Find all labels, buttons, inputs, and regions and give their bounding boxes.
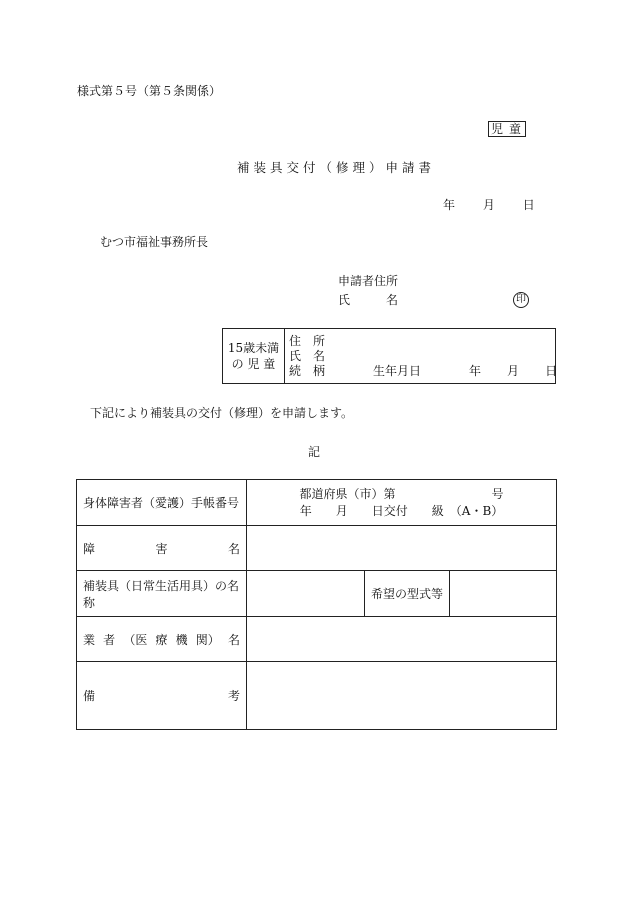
label-char: 療	[155, 632, 168, 647]
ki-heading: 記	[308, 445, 321, 459]
vendor-field[interactable]	[247, 617, 557, 662]
child-label-line1: 15歳未満	[227, 341, 280, 355]
label-char: 機	[175, 632, 188, 647]
label-char: 業	[83, 632, 96, 647]
category-box: 児童	[488, 121, 526, 137]
desired-model-label: 希望の型式等	[365, 571, 450, 617]
handbook-go: 号	[491, 486, 504, 501]
label-char: 名	[227, 632, 240, 647]
handbook-year: 年	[299, 503, 312, 518]
table-row	[77, 480, 557, 526]
child-birth-label: 生年月日	[373, 364, 422, 378]
disability-name-field[interactable]	[247, 526, 557, 571]
disability-name-label	[77, 526, 247, 571]
label-char: （医	[123, 632, 148, 647]
table-row	[77, 571, 557, 617]
child-birth-day: 日	[545, 364, 558, 378]
details-table	[76, 479, 557, 730]
vendor-label	[77, 617, 247, 662]
date-day: 日	[522, 198, 535, 212]
label-char: 害	[155, 541, 168, 556]
child-relation-row	[289, 364, 557, 379]
handbook-prefecture: 都道府県（市）第	[299, 486, 396, 501]
handbook-grade: 級	[431, 503, 444, 518]
remarks-label	[77, 662, 247, 730]
form-title: 補装具交付（修理）申請書	[237, 160, 436, 175]
child-label-line2: の 児 童	[231, 357, 276, 371]
addressee: むつ市福祉事務所長	[100, 235, 209, 249]
label-char: 名	[227, 541, 240, 556]
form-number: 様式第５号（第５条関係）	[77, 84, 222, 98]
device-name-field[interactable]	[247, 571, 365, 617]
name-char-1: 氏	[338, 293, 351, 307]
handbook-number-value	[247, 480, 557, 526]
date-month: 月	[482, 198, 495, 212]
child-address-label: 住 所	[289, 334, 326, 348]
handbook-issued: 日交付	[371, 503, 408, 518]
child-birth-month: 月	[507, 364, 520, 378]
applicant-name-label	[338, 294, 398, 306]
child-name-label: 氏 名	[289, 349, 326, 363]
desired-model-field[interactable]	[450, 571, 557, 617]
device-name-label: 補装具（日常生活用具）の名称	[77, 571, 247, 617]
application-date	[443, 199, 535, 211]
child-fields	[289, 334, 557, 379]
label-char: 関）	[195, 632, 220, 647]
seal-mark: 印	[513, 292, 529, 308]
label-char: 障	[83, 541, 96, 556]
label-char: 者	[103, 632, 116, 647]
child-birth-year: 年	[469, 364, 482, 378]
remarks-field[interactable]	[247, 662, 557, 730]
handbook-month: 月	[335, 503, 348, 518]
label-char: 備	[83, 689, 96, 703]
name-char-2: 名	[386, 293, 399, 307]
table-row	[77, 662, 557, 730]
child-info-box	[222, 328, 556, 384]
handbook-number-label: 身体障害者（愛護）手帳番号	[77, 480, 247, 526]
date-year: 年	[443, 198, 456, 212]
handbook-ab: （A・B）	[449, 503, 504, 518]
table-row	[77, 617, 557, 662]
child-label	[223, 329, 285, 383]
label-char: 考	[227, 689, 240, 703]
request-statement: 下記により補装具の交付（修理）を申請します。	[90, 406, 354, 420]
child-relation-label: 続 柄	[289, 364, 326, 378]
table-row	[77, 526, 557, 571]
applicant-address-label: 申請者住所	[338, 274, 399, 288]
